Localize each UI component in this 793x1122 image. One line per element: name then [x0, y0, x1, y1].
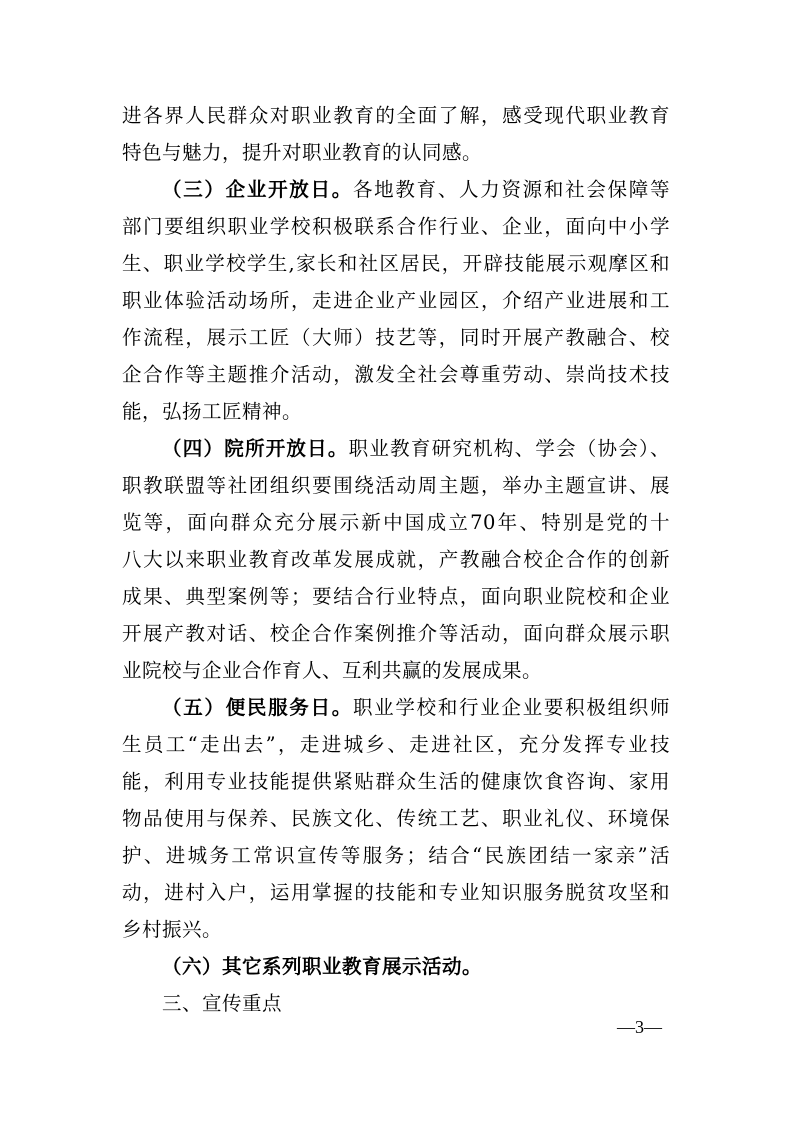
paragraph-line: 职业体验活动场所，走进企业产业园区，介绍产业进展和工	[122, 289, 670, 312]
paragraph-line: 乡村振兴。	[122, 918, 223, 941]
paragraph-line: 动，进村入户，运用掌握的技能和专业知识服务脱贫攻坚和	[122, 881, 670, 904]
section-heading-line	[162, 955, 482, 979]
paragraph-line: 业院校与企业合作育人、互利共赢的发展成果。	[122, 659, 543, 682]
paragraph-line: 生员工“走出去”，走进城乡、走进社区，充分发挥专业技	[122, 733, 670, 756]
paragraph-line: 企合作等主题推介活动，激发全社会尊重劳动、崇尚技术技	[122, 363, 670, 386]
section-heading-institute-open-day: （四）院所开放日。	[162, 437, 349, 460]
paragraph-text: 各地教育、人力资源和社会保障等	[352, 178, 670, 201]
section-title-publicity-focus: 三、宣传重点	[162, 992, 283, 1015]
paragraph-line: 能，利用专业技能提供紧贴群众生活的健康饮食咨询、家用	[122, 770, 670, 793]
section-heading-other-activities: （六）其它系列职业教育展示活动。	[162, 955, 483, 978]
paragraph-line: 护、进城务工常识宣传等服务；结合“民族团结一家亲”活	[122, 844, 670, 867]
section-heading-line	[162, 178, 670, 202]
section-heading-line	[162, 437, 670, 461]
paragraph-line: 成果、典型案例等；要结合行业特点，面向职业院校和企业	[122, 585, 670, 608]
paragraph-text: 职业教育研究机构、学会（协会）、	[348, 437, 670, 460]
paragraph-line: 八大以来职业教育改革发展成就，产教融合校企合作的创新	[122, 548, 670, 571]
section-heading-public-service-day: （五）便民服务日。	[162, 696, 353, 719]
paragraph-line: 览等，面向群众充分展示新中国成立70年、特别是党的十	[122, 511, 670, 534]
section-heading-line	[162, 696, 670, 720]
paragraph-line: 能，弘扬工匠精神。	[122, 400, 303, 423]
section-heading-enterprise-open-day: （三）企业开放日。	[162, 178, 353, 201]
paragraph-line: 进各界人民群众对职业教育的全面了解，感受现代职业教育	[122, 104, 670, 127]
paragraph-line: 物品使用与保养、民族文化、传统工艺、职业礼仪、环境保	[122, 807, 670, 830]
paragraph-text: 职业学校和行业企业要积极组织师	[352, 696, 670, 719]
paragraph-line: 生、职业学校学生,家长和社区居民，开辟技能展示观摩区和	[122, 252, 670, 275]
paragraph-line: 开展产教对话、校企合作案例推介等活动，面向群众展示职	[122, 622, 670, 645]
paragraph-line: 作流程，展示工匠（大师）技艺等，同时开展产教融合、校	[122, 326, 670, 349]
paragraph-line: 部门要组织职业学校积极联系合作行业、企业，面向中小学	[122, 215, 670, 238]
paragraph-line: 职教联盟等社团组织要围绕活动周主题，举办主题宣讲、展	[122, 474, 670, 497]
page-number: —3—	[617, 1017, 662, 1037]
paragraph-line: 特色与魅力，提升对职业教育的认同感。	[122, 141, 483, 164]
